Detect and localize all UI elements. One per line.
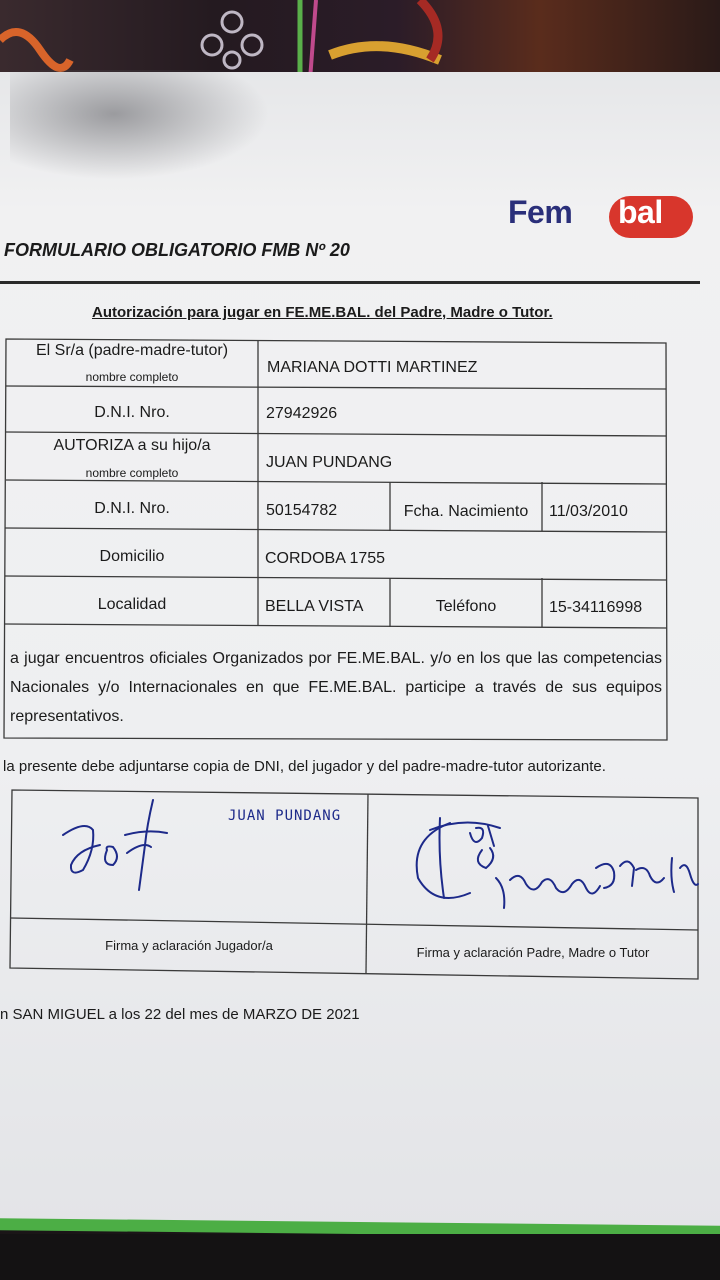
form-subtitle: Autorización para jugar en FE.ME.BAL. del Padre, Madre o Tutor. — [92, 304, 553, 321]
city-label: Localidad — [97, 596, 167, 613]
player-signature-caption: Firma y aclaración Jugador/a — [105, 938, 273, 953]
attachment-note: la presente debe adjuntarse copia de DNI, del jugador y del padre-madre-tutor autorizante. — [0, 758, 606, 775]
address-label: Domicilio — [99, 548, 165, 565]
tutor-name-value: MARIANA DOTTI MARTINEZ — [267, 359, 478, 376]
tutor-dni-label: D.N.I. Nro. — [94, 404, 170, 421]
logo-text-fem: Fem — [508, 194, 573, 230]
child-sublabel: nombre completo — [85, 466, 179, 480]
city-value: BELLA VISTA — [265, 598, 364, 615]
player-signature — [55, 795, 185, 895]
phone-label: Teléfono — [435, 598, 497, 615]
birth-date-label: Fcha. Nacimiento — [403, 503, 529, 520]
phone-value: 15-34116998 — [549, 599, 643, 616]
child-dni-label: D.N.I. Nro. — [94, 500, 170, 517]
child-dni-value: 50154782 — [266, 502, 338, 519]
guardian-signature — [410, 808, 700, 913]
tutor-label: El Sr/a (padre-madre-tutor) — [35, 342, 229, 359]
player-printed-name: JUAN PUNDANG — [228, 808, 342, 824]
logo-text-bal: bal — [618, 194, 663, 230]
authorization-paragraph: a jugar encuentros oficiales Organizados por FE.ME.BAL. y/o en los que las competencias Nacionales y/o Internacionales en que FE.ME.BAL. participe a través de sus equipos representativos. — [10, 650, 662, 725]
tutor-dni-value: 27942926 — [266, 405, 338, 422]
child-label: AUTORIZA a su hijo/a — [53, 437, 211, 454]
address-value: CORDOBA 1755 — [265, 550, 386, 567]
place-date-line: n SAN MIGUEL a los 22 del mes de MARZO DE 2021 — [0, 1006, 360, 1023]
child-name-value: JUAN PUNDANG — [266, 454, 393, 471]
guardian-signature-caption: Firma y aclaración Padre, Madre o Tutor — [416, 945, 650, 960]
tutor-sublabel: nombre completo — [85, 370, 179, 384]
form-title: FORMULARIO OBLIGATORIO FMB Nº 20 — [4, 240, 350, 260]
birth-date-value: 11/03/2010 — [549, 503, 628, 520]
